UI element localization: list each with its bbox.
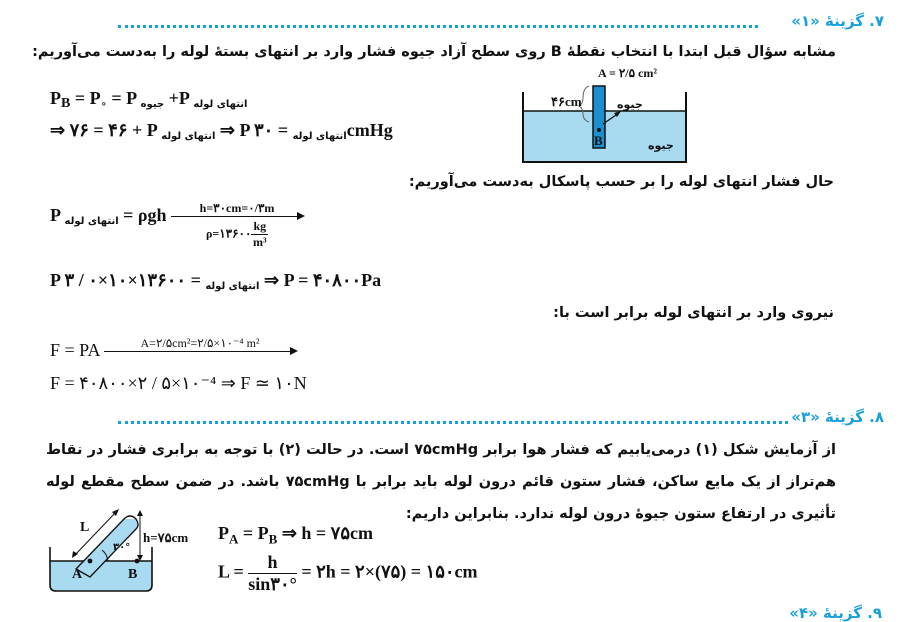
q7-eq5: F = PA A=۲/۵cm²=۲/۵×۱۰⁻⁴ m² <box>50 340 296 361</box>
q8-fig-angle: ۳۰° <box>113 542 131 553</box>
q8-paragraph: از آزمایش شکل (۱) درمی‌یابیم که فشار هوا برابر ۷۵cmHg است. در حالت (۲) با توجه به برابری فشار در نقاط هم‌تراز از یک مایع ساکن، فشار ستون قائم درون لوله باید برابر با ۷۵cmHg باشد. در ضمن سطح مقطع لوله تأثیری در ارتفاع ستون جیوهٔ درون لوله ندارد. بنابراین داریم: <box>46 442 837 522</box>
q8-fig-point-a: A <box>72 567 83 582</box>
q8-fig-height: h=۷۵cm <box>143 530 189 545</box>
q9-heading-partial: ۹. گزینهٔ «۴» <box>789 604 882 622</box>
q7-fig-height: ۴۶cm <box>551 94 582 109</box>
q7-fig-area: A = ۲/۵ cm² <box>598 66 657 80</box>
height-arrowhead-top <box>137 510 143 516</box>
q8-eq2-fraction: $\frac{h}{\sin ۳۰^\circ}$ <box>248 552 297 594</box>
q7-intro: مشابه سؤال قبل ابتدا با انتخاب نقطهٔ B روی سطح آزاد جیوه فشار وارد بر انتهای بستهٔ لوله را به‌دست می‌آوریم: <box>32 44 836 60</box>
q8-fig-point-b: B <box>128 567 138 582</box>
q7-heading: ۷. گزینهٔ «۱» <box>791 12 884 30</box>
q7-fig-pool-mercury: جیوه <box>648 139 674 152</box>
q7-eq6: F = ۴۰۸۰۰×۲ / ۵×۱۰⁻⁴ ⇒ F ≃ ۱۰N <box>50 373 307 393</box>
q8-eq1: $P_A = P_B$ ⇒ h = ۷۵cm <box>218 523 373 547</box>
q8-heading: ۸. گزینهٔ «۳» <box>791 408 884 426</box>
q7-heading-dots <box>118 25 758 28</box>
q8-heading-dots <box>118 421 788 424</box>
tube-top-cap <box>124 516 136 519</box>
point-a-dot <box>88 559 93 564</box>
point-b-dot <box>135 559 140 564</box>
q7-eq1: $P_B = P_\circ = P$ $_{جیوه}$ +P $_{انتهای لوله}$ <box>50 88 248 111</box>
q8-eq2: L = $\frac{h}{\sin ۳۰^\circ}$ = ۲h = ۲×(۷۵) = ۱۵۰cm <box>218 552 478 594</box>
q8-fig-length: L <box>80 520 90 535</box>
point-b-dot <box>597 128 601 132</box>
q7-fig-point-b: B <box>594 133 603 148</box>
q7-eq3: P $_{انتهای لوله}$ = ρgh h=۳۰cm=۰/۳m ρ=۱۳۶۰۰ $\frac{kg}{\text{m³}}$ <box>50 205 303 250</box>
q7-eq4: P $_{انتهای لوله}$ = ۱۳۶۰۰×۱۰×۰ / ۳ ⇒ P = ۴۰۸۰۰Pa <box>50 270 382 292</box>
q7-eq5-arrow: A=۲/۵cm²=۲/۵×۱۰⁻⁴ m² <box>104 336 296 352</box>
q7-eq2: ⇒ ۷۶ = ۴۶ + P $_{انتهای لوله}$ ⇒ P $_{انتهای لوله}$ = ۳۰cmHg <box>50 120 393 142</box>
q7-eq3-arrow: h=۳۰cm=۰/۳m ρ=۱۳۶۰۰ $\frac{kg}{\text{m³}}$ <box>171 201 303 250</box>
q7-pascal-text: حال فشار انتهای لوله را بر حسب پاسکال به‌دست می‌آوریم: <box>408 174 834 190</box>
q7-force-text: نیروی وارد بر انتهای لوله برابر است با: <box>553 305 834 321</box>
q7-fig-tube-mercury: جیوه <box>617 98 643 111</box>
